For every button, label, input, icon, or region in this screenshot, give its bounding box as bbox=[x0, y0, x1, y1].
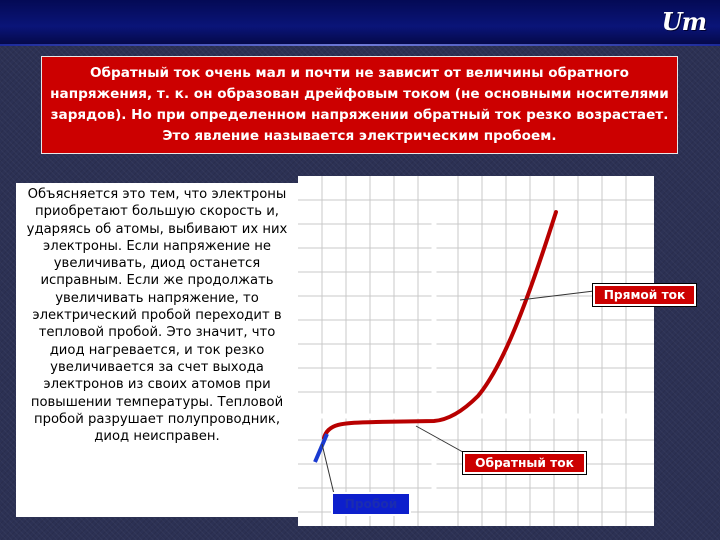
breakdown-label: Пробой bbox=[331, 492, 411, 516]
title-bar bbox=[0, 0, 720, 44]
reverse-current-label: Обратный ток bbox=[463, 452, 586, 474]
banner-text: Обратный ток очень мал и почти не зависит от величины обратного напряжения, т. к. он образован дрейфовым током (не основными носителями зарядов). Но при определенном напряжении обратный ток резко возрастает. Это явление называется электрическим пробоем. bbox=[50, 65, 669, 144]
breakdown-summary-banner bbox=[41, 56, 678, 154]
explanation-text: Объясняется это тем, что электроны приобретают большую скорость и, ударяясь об атомы, выбивают их них электроны. Если напряжение не увеличивать, диод останется исправным. Если же продолжать увеличивать напряжение, то электрический пробой переходит в тепловой пробой. Это значит, что диод нагревается, и ток резко увеличивается за счет выхода электронов из своих атомов при повышении температуры. Тепловой пробой разрушает полупроводник, диод неисправен. bbox=[26, 187, 288, 445]
explanation-panel bbox=[16, 183, 298, 517]
title-divider bbox=[0, 44, 720, 46]
brand-logo: Um bbox=[661, 7, 706, 36]
forward-current-label: Прямой ток bbox=[593, 284, 696, 306]
